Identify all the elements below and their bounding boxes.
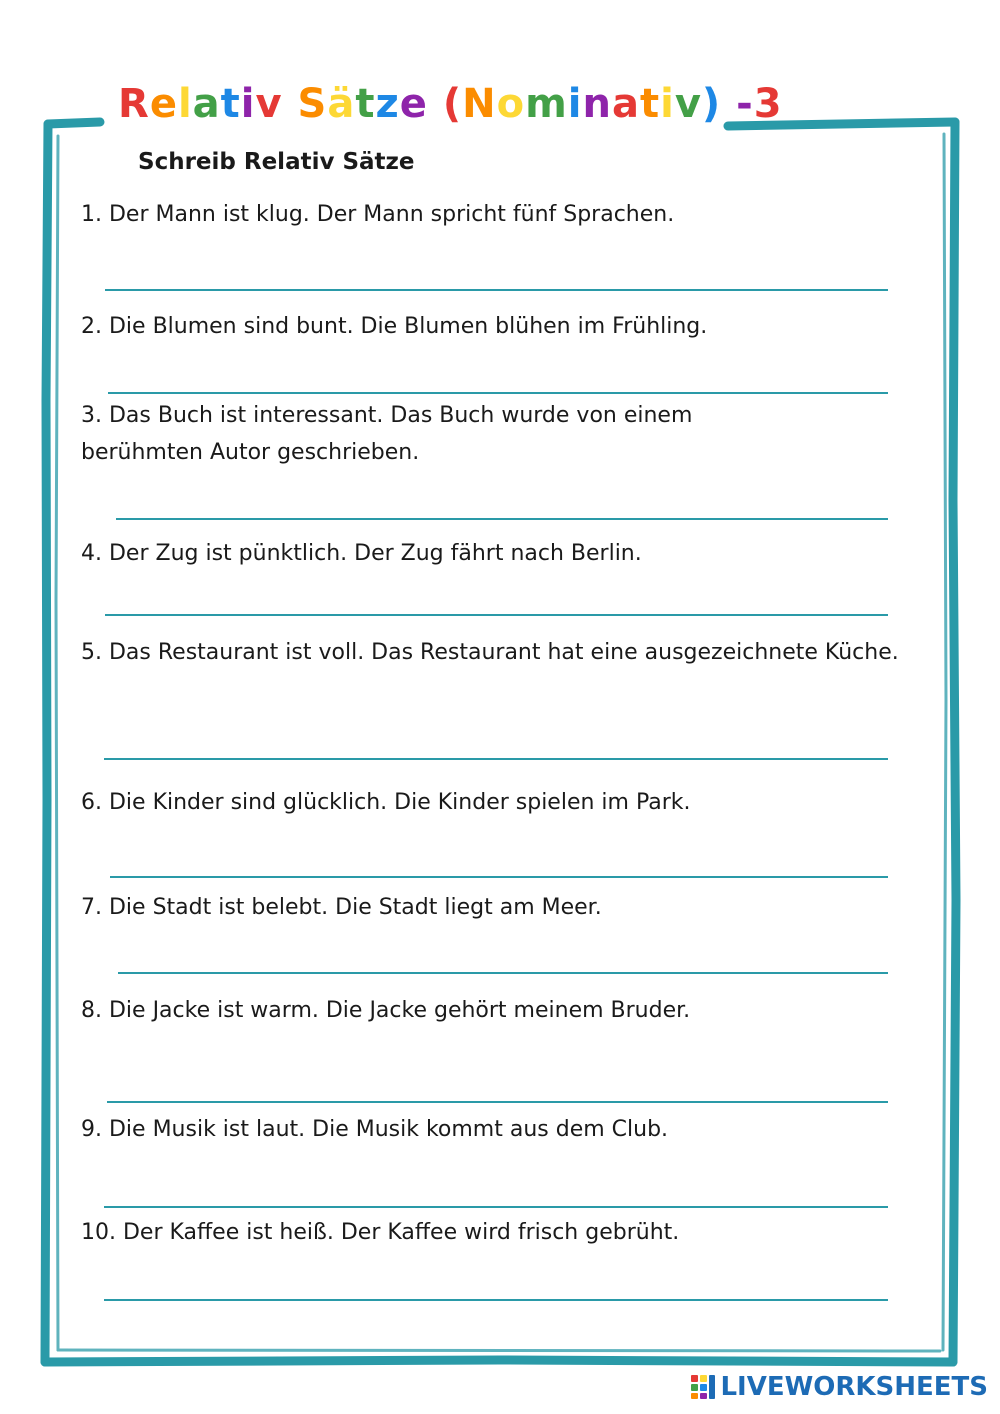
title-letter: S (297, 81, 328, 127)
title-letter: n (582, 81, 612, 127)
question-7: 7. Die Stadt ist belebt. Die Stadt liegt am Meer. (81, 895, 602, 920)
title-letter: v (255, 81, 283, 127)
liveworksheets-logo-icon (690, 1374, 716, 1400)
answer-line-4[interactable] (105, 614, 888, 616)
title-letter: e (149, 81, 178, 127)
title-letter (283, 76, 298, 132)
title-letter: z (375, 81, 400, 127)
title-letter: - (736, 81, 754, 127)
title-letter: i (240, 81, 256, 127)
answer-line-5[interactable] (104, 758, 888, 760)
answer-line-8[interactable] (107, 1101, 888, 1103)
title-letter: i (567, 81, 583, 127)
question-9: 9. Die Musik ist laut. Die Musik kommt aus dem Club. (81, 1117, 669, 1142)
answer-line-1[interactable] (105, 289, 888, 291)
title-letter: v (674, 81, 702, 127)
title-letter: a (611, 81, 640, 127)
worksheet-title (118, 76, 783, 132)
question-4: 4. Der Zug ist pünktlich. Der Zug fährt nach Berlin. (81, 541, 642, 566)
question-10: 10. Der Kaffee ist heiß. Der Kaffee wird frisch gebrüht. (81, 1220, 680, 1245)
answer-line-10[interactable] (104, 1299, 888, 1301)
title-letter: m (525, 81, 568, 127)
title-letter: t (355, 81, 376, 127)
liveworksheets-logo-text: LIVEWORKSHEETS (720, 1372, 988, 1402)
title-letter: 3 (753, 81, 783, 127)
title-letter: R (118, 81, 150, 127)
worksheet-instructions: Schreib Relativ Sätze (138, 149, 415, 175)
title-letter: e (399, 81, 428, 127)
question-6: 6. Die Kinder sind glücklich. Die Kinder spielen im Park. (81, 790, 691, 815)
title-letter: l (177, 81, 193, 127)
answer-line-7[interactable] (118, 972, 888, 974)
question-5: 5. Das Restaurant ist voll. Das Restaurant hat eine ausgezeichnete Küche. (81, 640, 899, 665)
title-letter: ( (442, 81, 463, 127)
liveworksheets-logo[interactable] (690, 1372, 988, 1402)
question-2: 2. Die Blumen sind bunt. Die Blumen blühen im Frühling. (81, 314, 708, 339)
question-8: 8. Die Jacke ist warm. Die Jacke gehört meinem Bruder. (81, 998, 691, 1023)
title-letter: t (220, 81, 241, 127)
title-letter: o (496, 81, 526, 127)
title-letter: a (192, 81, 221, 127)
title-letter (721, 76, 736, 132)
question-3: 3. Das Buch ist interessant. Das Buch wurde von einem berühmten Autor geschrieben. (81, 403, 693, 465)
title-letter: N (462, 81, 497, 127)
title-letter: ) (701, 81, 722, 127)
answer-line-6[interactable] (110, 876, 888, 878)
title-letter: t (639, 81, 661, 127)
title-letter: i (660, 81, 675, 127)
answer-line-9[interactable] (104, 1206, 888, 1208)
title-letter: ä (327, 81, 356, 127)
answer-line-3[interactable] (116, 518, 888, 520)
question-1: 1. Der Mann ist klug. Der Mann spricht fünf Sprachen. (81, 202, 675, 227)
title-letter (428, 76, 443, 132)
answer-line-2[interactable] (108, 392, 888, 394)
